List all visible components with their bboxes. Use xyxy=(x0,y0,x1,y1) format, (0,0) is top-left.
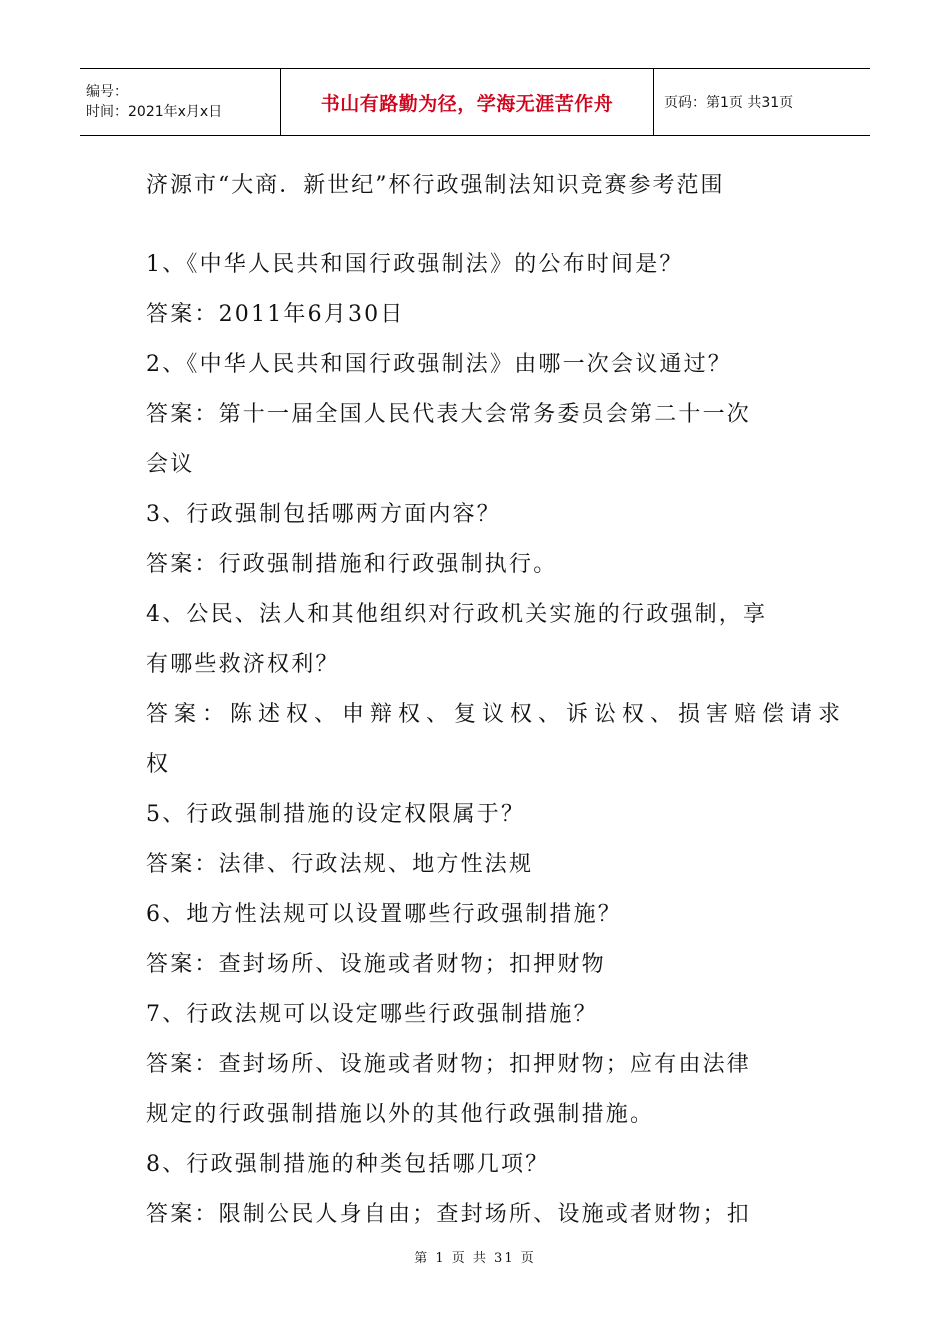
answer-line: 会议 xyxy=(146,452,195,477)
question-line: 2、《中华人民共和国行政强制法》由哪一次会议通过？ xyxy=(146,352,732,377)
document-body xyxy=(146,240,847,1240)
answer-line: 权 xyxy=(146,752,171,777)
question-line: 5、行政强制措施的设定权限属于？ xyxy=(146,802,526,827)
document-title: 济源市“大商．新世纪”杯行政强制法知识竞赛参考范围 xyxy=(146,173,725,198)
question-line: 3、行政强制包括哪两方面内容？ xyxy=(146,502,501,527)
question-line: 8、行政强制措施的种类包括哪几项？ xyxy=(146,1152,550,1177)
answer-line: 答案：查封场所、设施或者财物；扣押财物 xyxy=(146,952,606,977)
answer-line: 答案：2011年6月30日 xyxy=(146,302,405,327)
question-line: 7、行政法规可以设定哪些行政强制措施？ xyxy=(146,1002,598,1027)
header-meta xyxy=(80,69,280,135)
answer-line: 答案：第十一届全国人民代表大会常务委员会第二十一次 xyxy=(146,402,752,427)
page-header xyxy=(80,68,870,136)
header-page-info: 页码：第1页 共31页 xyxy=(664,95,794,111)
answer-line: 答案：行政强制措施和行政强制执行。 xyxy=(146,552,558,577)
page-footer: 第 1 页 共 31 页 xyxy=(414,1251,536,1266)
document-number-label: 编号： xyxy=(86,84,128,100)
answer-line: 答案：法律、行政法规、地方性法规 xyxy=(146,852,534,877)
answer-line: 答案：陈述权、申辩权、复议权、诉讼权、损害赔偿请求 xyxy=(146,702,847,727)
header-motto-cell xyxy=(280,69,654,135)
question-line: 有哪些救济权利？ xyxy=(146,652,340,677)
header-motto: 书山有路勤为径，学海无涯苦作舟 xyxy=(320,92,614,115)
answer-line: 规定的行政强制措施以外的其他行政强制措施。 xyxy=(146,1102,655,1127)
question-line: 6、地方性法规可以设置哪些行政强制措施？ xyxy=(146,902,622,927)
question-line: 4、公民、法人和其他组织对行政机关实施的行政强制，享 xyxy=(146,602,768,627)
answer-line: 答案：查封场所、设施或者财物；扣押财物；应有由法律 xyxy=(146,1052,752,1077)
answer-line: 答案：限制公民人身自由；查封场所、设施或者财物；扣 xyxy=(146,1202,752,1227)
question-line: 1、《中华人民共和国行政强制法》的公布时间是？ xyxy=(146,252,684,277)
document-time-label: 时间：2021年x月x日 xyxy=(86,104,223,120)
